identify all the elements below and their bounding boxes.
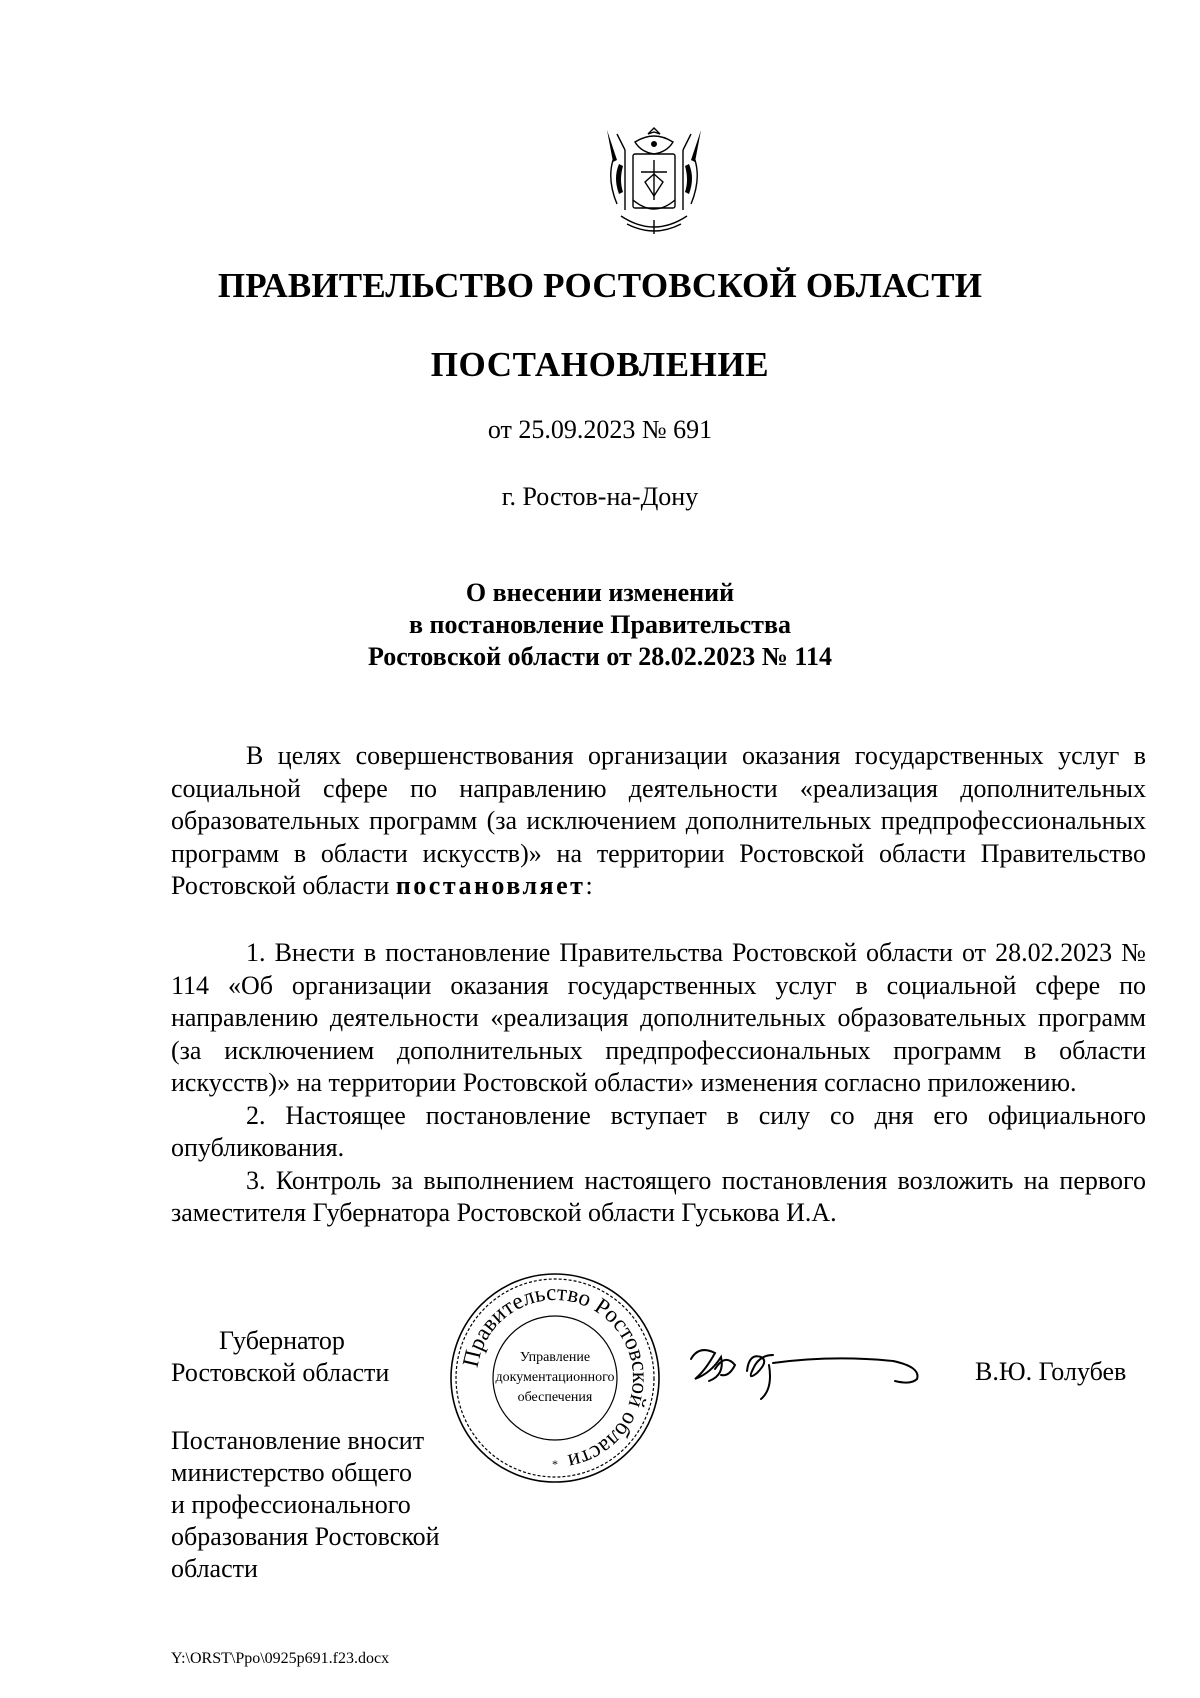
position-line-2: Ростовской области bbox=[171, 1358, 390, 1387]
item-3: 3. Контроль за выполнением настоящего постановления возложить на первого заместителя Губернатора Ростовской области Гуськова И.А. bbox=[171, 1165, 1146, 1227]
seal-center-line-1: Управление bbox=[519, 1350, 591, 1365]
coat-of-arms-emblem bbox=[595, 120, 713, 242]
handwritten-signature bbox=[685, 1335, 930, 1405]
resolves-word: постановляет bbox=[395, 871, 586, 900]
item-1: 1. Внести в постановление Правительства Ростовской области от 28.02.2023 № 114 «Об организации оказания государственных услуг в социальной сфере по направлению деятельности «реализация дополнительных образовательных программ (за исключением дополнительных предпрофессиональных программ в области искусств)» на территории Ростовской области» изменения согласно приложению. bbox=[171, 938, 1146, 1097]
file-path: Y:\ORST\Ppo\0925p691.f23.docx bbox=[171, 1650, 390, 1667]
item-2: 2. Настоящее постановление вступает в силу со дня его официального опубликования. bbox=[171, 1100, 1146, 1162]
submitted-line-4: образования Ростовской bbox=[171, 1522, 440, 1551]
signatory-position bbox=[171, 1325, 389, 1389]
date-and-number: от 25.09.2023 № 691 bbox=[487, 415, 713, 444]
preamble-paragraph bbox=[171, 740, 1146, 903]
preamble-text: В целях совершенствования организации оказания государственных услуг в социальной сфере по направлению деятельности «реализация дополнительных образовательных программ (за исключением дополнительных предпрофессиональных программ в области искусств)» на территории Ростовской области Правительство Ростовской области bbox=[171, 741, 1146, 900]
preamble-colon: : bbox=[585, 871, 593, 900]
submitted-line-5: области bbox=[171, 1554, 258, 1583]
seal-center-line-3: обеспечения bbox=[517, 1390, 593, 1405]
city: г. Ростов-на-Дону bbox=[501, 482, 699, 511]
government-title: ПРАВИТЕЛЬСТВО РОСТОВСКОЙ ОБЛАСТИ bbox=[217, 266, 983, 305]
document-subject bbox=[0, 577, 1200, 673]
submitted-by-note bbox=[171, 1425, 491, 1585]
svg-text:*: * bbox=[552, 1457, 558, 1471]
submitted-line-1: Постановление вносит bbox=[171, 1426, 425, 1455]
submitted-line-3: и профессионального bbox=[171, 1490, 411, 1519]
subject-line-3: Ростовской области от 28.02.2023 № 114 bbox=[368, 642, 832, 671]
seal-center-line-2: документационного bbox=[495, 1370, 615, 1385]
submitted-line-2: министерство общего bbox=[171, 1458, 412, 1487]
subject-line-1: О внесении изменений bbox=[465, 578, 735, 607]
resolution-items bbox=[171, 937, 1146, 1230]
document-type: ПОСТАНОВЛЕНИЕ bbox=[430, 345, 770, 384]
subject-line-2: в постановление Правительства bbox=[408, 610, 791, 639]
seal-ring-text: Правительство Ростовской области bbox=[457, 1279, 654, 1475]
position-line-1: Губернатор bbox=[219, 1326, 345, 1355]
signatory-name: В.Ю. Голубев bbox=[975, 1357, 1127, 1386]
